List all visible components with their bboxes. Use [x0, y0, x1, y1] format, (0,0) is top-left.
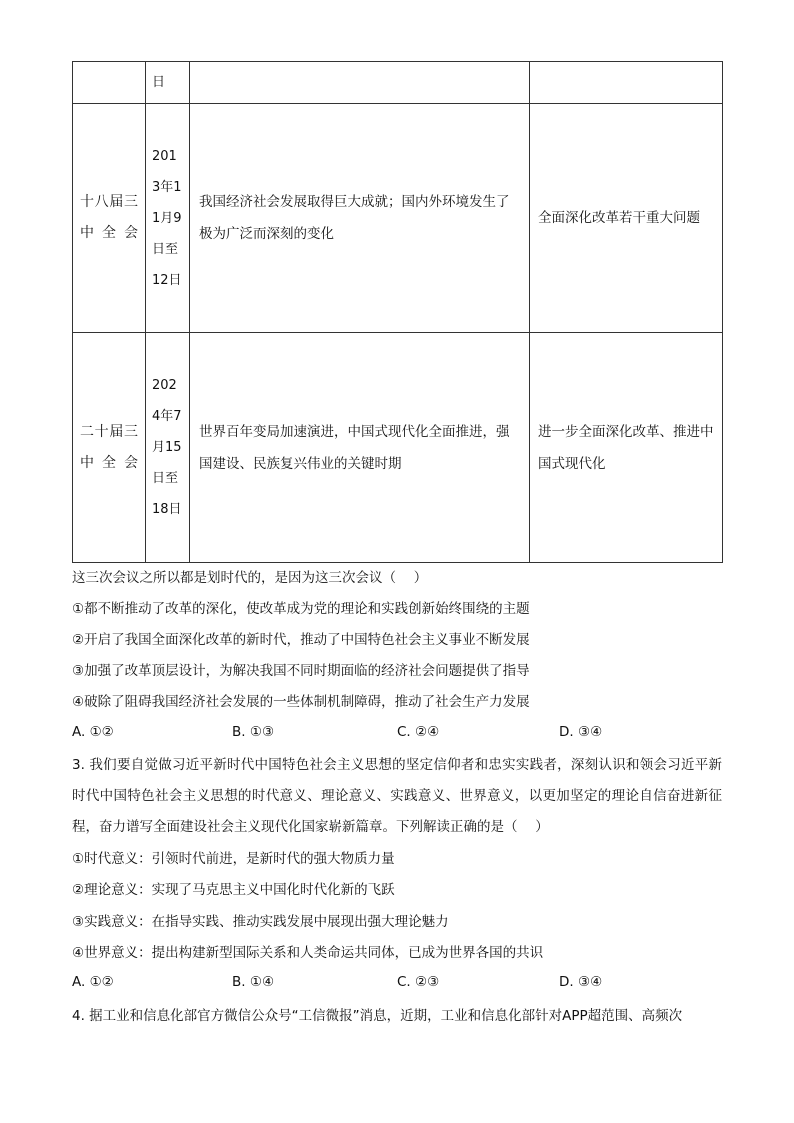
statement-item: ④世界意义：提出构建新型国际关系和人类命运共同体，已成为世界各国的共识: [72, 945, 544, 961]
meeting-date-cell: 日: [146, 62, 190, 104]
option-d[interactable]: D. ③④: [559, 724, 603, 740]
question-stem: 4. 据工业和信息化部官方微信公众号“工信微报”消息，近期，工业和信息化部针对APP超范围、高频次: [72, 1008, 683, 1024]
meeting-date-cell: 2013年11月9日至12日: [146, 104, 190, 333]
meeting-topic-cell: 进一步全面深化改革、推进中国式现代化: [530, 333, 723, 563]
meeting-name-cell: 二十届三中全会: [73, 333, 146, 563]
meeting-topic-cell: 全面深化改革若干重大问题: [530, 104, 723, 333]
answer-options: [72, 974, 724, 994]
table-row: [73, 62, 723, 104]
statement-item: ④破除了阻碍我国经济社会发展的一些体制机制障碍，推动了社会生产力发展: [72, 694, 530, 710]
question-stem: 3. 我们要自觉做习近平新时代中国特色社会主义思想的坚定信仰者和忠实实践者，深刻认识和领会习近平新时代中国特色社会主义思想的时代意义、理论意义、实践意义、世界意义，以更加坚定的理论自信奋进新征程，奋力谱写全面建设社会主义现代化国家崭新篇章。下列解读正确的是（ ）: [72, 757, 722, 835]
option-a[interactable]: A. ①②: [72, 724, 114, 740]
meeting-name-cell: [73, 62, 146, 104]
option-d[interactable]: D. ③④: [559, 974, 603, 990]
statement-item: ①时代意义：引领时代前进，是新时代的强大物质力量: [72, 851, 395, 867]
meeting-topic-cell: [530, 62, 723, 104]
meetings-table: [72, 61, 723, 563]
answer-options: [72, 724, 724, 744]
statement-item: ②理论意义：实现了马克思主义中国化时代化新的飞跃: [72, 882, 395, 898]
table-row: [73, 104, 723, 333]
option-b[interactable]: B. ①④: [232, 974, 275, 990]
option-c[interactable]: C. ②③: [397, 974, 440, 990]
meeting-background-cell: 我国经济社会发展取得巨大成就；国内外环境发生了极为广泛而深刻的变化: [190, 104, 530, 333]
meeting-background-cell: [190, 62, 530, 104]
statement-item: ③实践意义：在指导实践、推动实践发展中展现出强大理论魅力: [72, 914, 449, 930]
meeting-name-cell: 十八届三中全会: [73, 104, 146, 333]
meeting-background-cell: 世界百年变局加速演进，中国式现代化全面推进，强国建设、民族复兴伟业的关键时期: [190, 333, 530, 563]
statement-item: ①都不断推动了改革的深化，使改革成为党的理论和实践创新始终围绕的主题: [72, 601, 530, 617]
option-c[interactable]: C. ②④: [397, 724, 440, 740]
statement-item: ②开启了我国全面深化改革的新时代，推动了中国特色社会主义事业不断发展: [72, 632, 530, 648]
statement-item: ③加强了改革顶层设计，为解决我国不同时期面临的经济社会问题提供了指导: [72, 663, 530, 679]
option-a[interactable]: A. ①②: [72, 974, 114, 990]
table-row: [73, 333, 723, 563]
meeting-date-cell: 2024年7月15日至18日: [146, 333, 190, 563]
question-stem: 这三次会议之所以都是划时代的，是因为这三次会议（ ）: [72, 570, 428, 586]
option-b[interactable]: B. ①③: [232, 724, 275, 740]
